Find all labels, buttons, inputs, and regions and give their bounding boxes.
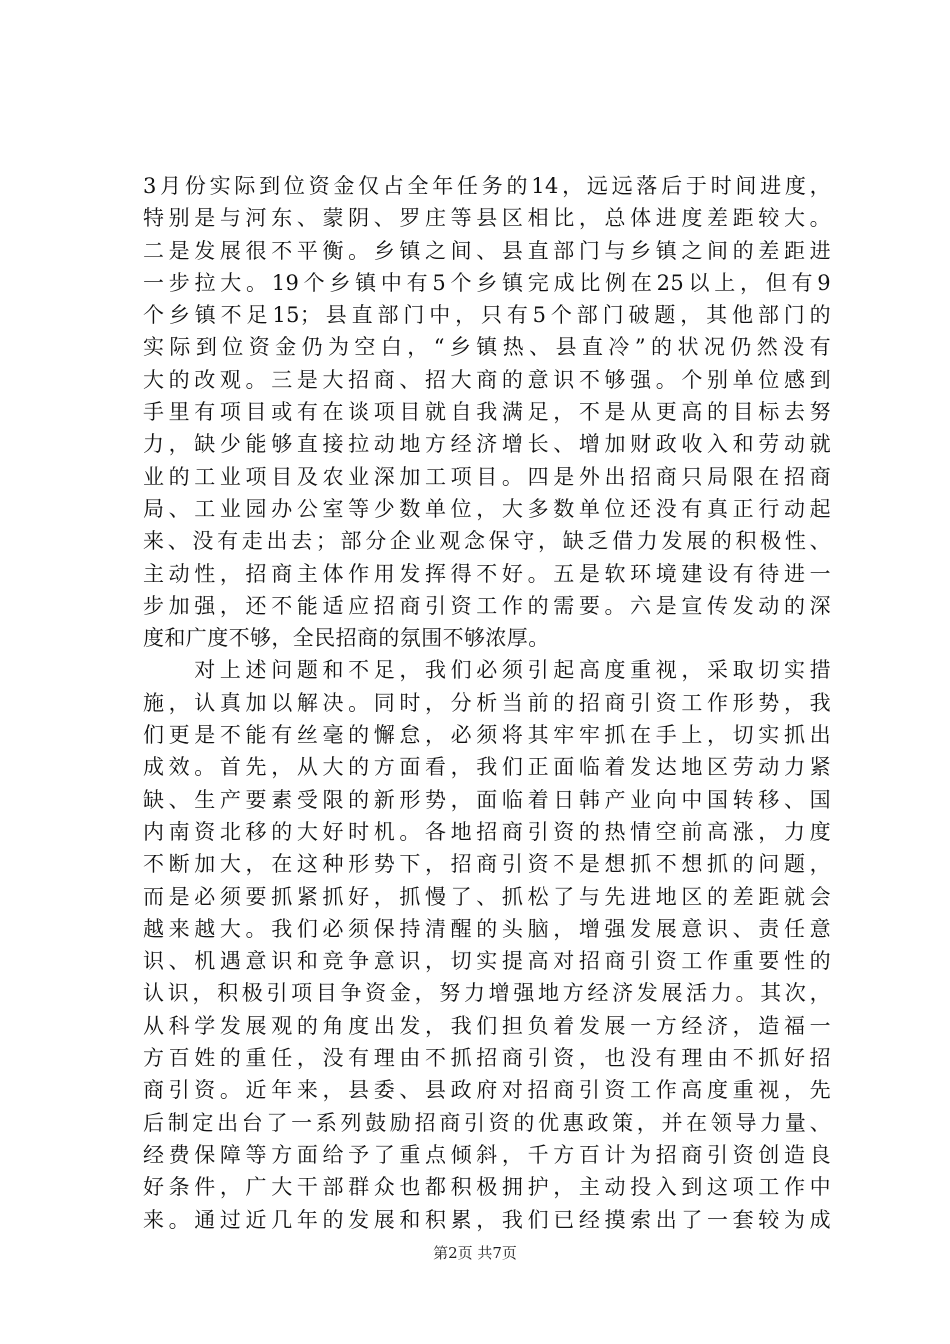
text-line: 力，缺少能够直接拉动地方经济增长、增加财政收入和劳动就 — [143, 432, 831, 457]
text-line: 业的工业项目及农业深加工项目。四是外出招商只局限在招商 — [143, 464, 831, 489]
text-line: 认识，积极引项目争资金，努力增强地方经济发展活力。其次， — [143, 981, 831, 1006]
text-line: 施，认真加以解决。同时，分析当前的招商引资工作形势，我 — [143, 690, 831, 715]
text-line: 度和广度不够，全民招商的氛围不够浓厚。 — [143, 626, 550, 651]
text-line: 主动性，招商主体作用发挥得不好。五是软环境建设有待进一 — [143, 561, 831, 586]
text-line: 不断加大，在这种形势下，招商引资不是想抓不想抓的问题， — [143, 852, 831, 877]
text-line: 来、没有走出去；部分企业观念保守，缺乏借力发展的积极性、 — [143, 529, 831, 554]
text-line: 特别是与河东、蒙阴、罗庄等县区相比，总体进度差距较大。 — [143, 206, 831, 231]
text-line: 实际到位资金仍为空白，“乡镇热、县直冷”的状况仍然没有 — [143, 335, 831, 360]
text-line: 对上述问题和不足，我们必须引起高度重视，采取切实措 — [143, 658, 831, 683]
text-line: 个乡镇不足15；县直部门中，只有5个部门破题，其他部门的 — [143, 303, 831, 328]
text-line: 步加强，还不能适应招商引资工作的需要。六是宣传发动的深 — [143, 593, 831, 618]
text-line: 后制定出台了一系列鼓励招商引资的优惠政策，并在领导力量、 — [143, 1110, 831, 1135]
text-line: 手里有项目或有在谈项目就自我满足，不是从更高的目标去努 — [143, 400, 831, 425]
text-line: 局、工业园办公室等少数单位，大多数单位还没有真正行动起 — [143, 496, 831, 521]
text-line: 3月份实际到位资金仅占全年任务的14，远远落后于时间进度， — [143, 174, 831, 198]
text-line: 经费保障等方面给予了重点倾斜，千方百计为招商引资创造良 — [143, 1142, 831, 1167]
text-line: 缺、生产要素受限的新形势，面临着日韩产业向中国转移、国 — [143, 787, 831, 812]
body-text — [143, 170, 831, 1236]
text-line: 大的改观。三是大招商、招大商的意识不够强。个别单位感到 — [143, 367, 831, 392]
text-line: 好条件，广大干部群众也都积极拥护，主动投入到这项工作中 — [143, 1175, 831, 1200]
text-line: 从科学发展观的角度出发，我们担负着发展一方经济，造福一 — [143, 1013, 831, 1038]
text-line: 成效。首先，从大的方面看，我们正面临着发达地区劳动力紧 — [143, 755, 831, 780]
text-line: 内南资北移的大好时机。各地招商引资的热情空前高涨，力度 — [143, 819, 831, 844]
text-line: 来。通过近几年的发展和积累，我们已经摸索出了一套较为成 — [143, 1207, 831, 1232]
text-line: 越来越大。我们必须保持清醒的头脑，增强发展意识、责任意 — [143, 916, 831, 941]
text-line: 商引资。近年来，县委、县政府对招商引资工作高度重视，先 — [143, 1078, 831, 1103]
text-line: 二是发展很不平衡。乡镇之间、县直部门与乡镇之间的差距进 — [143, 238, 831, 263]
text-line: 们更是不能有丝毫的懈怠，必须将其牢牢抓在手上，切实抓出 — [143, 723, 831, 748]
text-line: 方百姓的重任，没有理由不抓招商引资，也没有理由不抓好招 — [143, 1046, 831, 1071]
page-footer: 第2页 共7页 — [433, 1244, 517, 1262]
text-line: 而是必须要抓紧抓好，抓慢了、抓松了与先进地区的差距就会 — [143, 884, 831, 909]
text-line: 一步拉大。19个乡镇中有5个乡镇完成比例在25以上，但有9 — [143, 270, 831, 295]
text-line: 识、机遇意识和竞争意识，切实提高对招商引资工作重要性的 — [143, 949, 831, 974]
